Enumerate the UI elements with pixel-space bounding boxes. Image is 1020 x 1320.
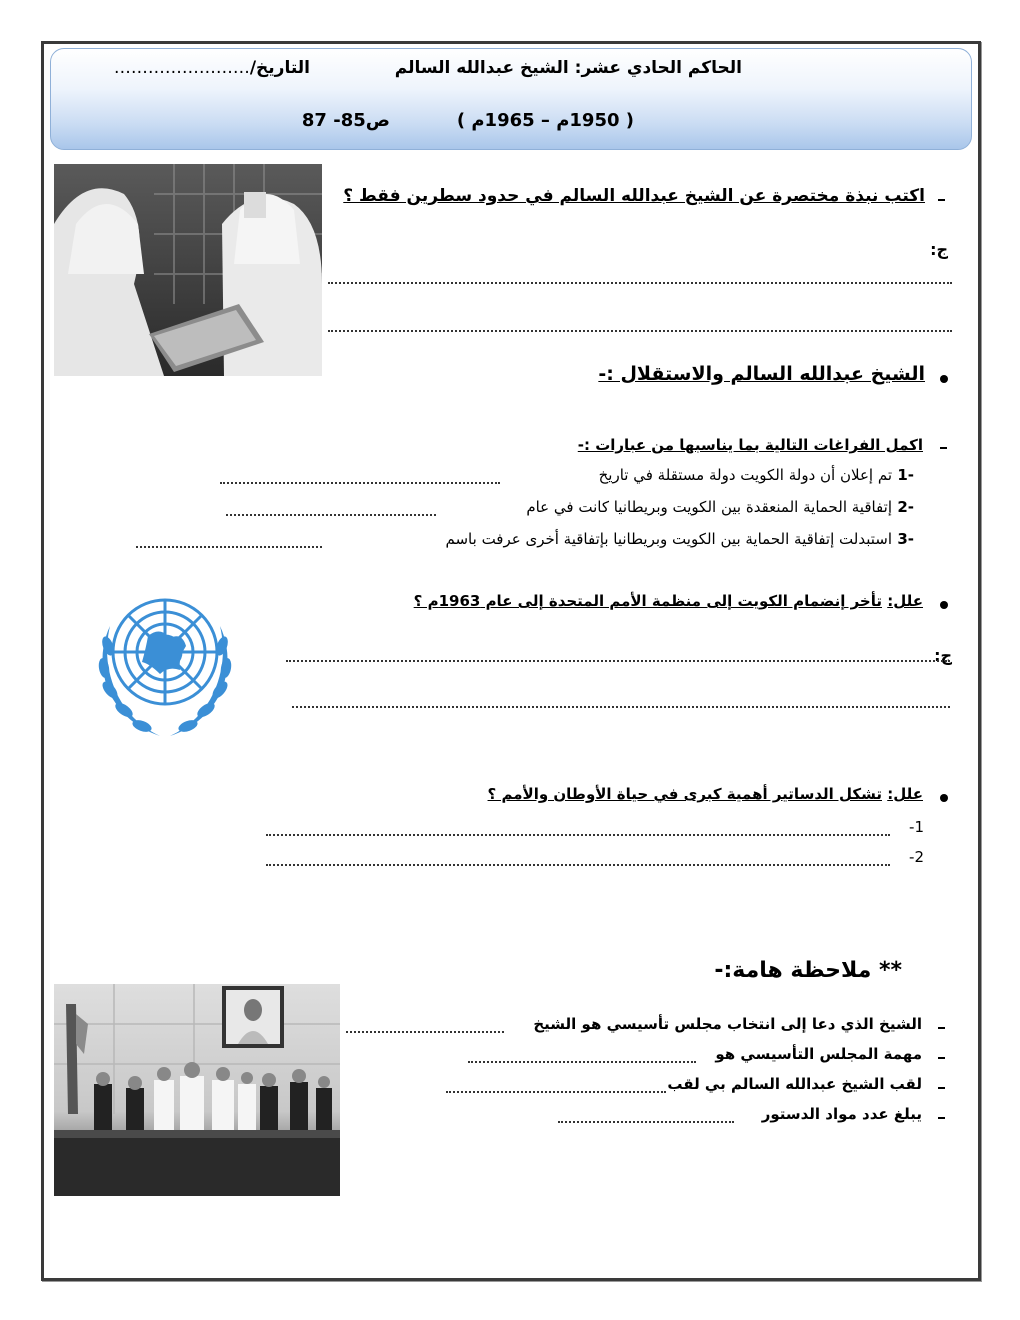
q-constitution-line-2[interactable] (266, 864, 890, 866)
date-label: التاريخ/ (249, 58, 310, 78)
q1-answer-label: ج: (930, 240, 948, 259)
q-un (414, 592, 923, 610)
note-item-4-blank[interactable] (558, 1121, 734, 1123)
fill-item-1-text: تم إعلان أن دولة الكويت دولة مستقلة في تاريخ (598, 466, 892, 484)
q-constitution-text: تشكل الدساتير أهمية كبرى في حياة الأوطان والأمم ؟ (487, 785, 882, 803)
note-item-2-dash (938, 1057, 945, 1059)
note-item-1-dash (938, 1027, 945, 1029)
title-name: الشيخ عبدالله السالم (394, 58, 569, 78)
q-un-label: علل: (887, 592, 923, 610)
independence-title: الشيخ عبدالله السالم والاستقلال :- (598, 363, 925, 385)
date-dots: …………………… (113, 58, 250, 78)
note-item-4-dash (938, 1117, 945, 1119)
header-years: ( 1950م – 1965م ) (456, 110, 634, 131)
fill-item-3-text: استبدلت إتفاقية الحماية بين الكويت وبريطانيا بإتفاقية أخرى عرفت باسم (445, 530, 892, 548)
q1-answer-line-2[interactable] (328, 330, 952, 332)
q-constitution-item-2: -2 (909, 848, 924, 866)
note-item-3-blank[interactable] (446, 1091, 666, 1093)
date-field (114, 58, 310, 78)
note-item-2-blank[interactable] (468, 1061, 696, 1063)
fill-item-2-text: إتفاقية الحماية المنعقدة بين الكويت وبريطانيا كانت في عام (526, 498, 892, 516)
note-item-1-text: الشيخ الذي دعا إلى انتخاب مجلس تأسيسي هو الشيخ (533, 1015, 922, 1033)
q1-text: اكتب نبذة مختصرة عن الشيخ عبدالله السالم في حدود سطرين فقط ؟ (343, 186, 925, 206)
q-constitution (488, 785, 923, 803)
note-item-3-text: لقب الشيخ عبدالله السالم بي لقب (667, 1075, 922, 1093)
q1-answer-line-1[interactable] (328, 282, 952, 284)
q-constitution-line-1[interactable] (266, 834, 890, 836)
photo-sheikh-signing-image (54, 164, 322, 376)
q-constitution-bullet (940, 794, 948, 802)
photo-constituent-assembly-image (54, 984, 340, 1196)
q-un-text: تأخر إنضمام الكويت إلى منظمة الأمم المتحدة إلى عام 1963م ؟ (413, 592, 882, 610)
note-item-4-text: يبلغ عدد مواد الدستور (761, 1105, 922, 1123)
q-constitution-item-1: -1 (909, 818, 924, 836)
q-un-bullet (940, 601, 948, 609)
note-item-2-text: مهمة المجلس التأسيسي هو (715, 1045, 922, 1063)
note-item-1-blank[interactable] (346, 1031, 504, 1033)
header-title (395, 58, 742, 78)
fill-item-1-blank[interactable] (220, 482, 500, 484)
fill-item-3-num: 3- (897, 530, 914, 548)
un-emblem (90, 586, 240, 748)
header-pages: ص85- 87 (301, 110, 390, 131)
q1-dash (938, 199, 945, 201)
photo-sheikh-signing (54, 164, 322, 376)
instruction-dash (940, 447, 947, 449)
photo-constituent-assembly (54, 984, 340, 1196)
q-un-answer-label: ج: (934, 646, 952, 665)
note-title: ** ملاحظة هامة:- (714, 958, 902, 983)
un-emblem-icon (90, 586, 240, 748)
q-un-answer-line-2[interactable] (292, 706, 950, 708)
note-item-3-dash (938, 1087, 945, 1089)
fill-item-1-num: 1- (897, 466, 914, 484)
independence-bullet (940, 375, 948, 383)
fill-item-3-blank[interactable] (136, 546, 322, 548)
fill-item-2-blank[interactable] (226, 514, 436, 516)
q-constitution-label: علل: (887, 785, 923, 803)
fill-instruction: اكمل الفراغات التالية بما يناسبها من عبارات :- (577, 436, 923, 454)
title-prefix: الحاكم الحادي عشر: (574, 58, 742, 78)
fill-item-2-num: 2- (897, 498, 914, 516)
q-un-answer-line-1[interactable] (286, 660, 950, 662)
